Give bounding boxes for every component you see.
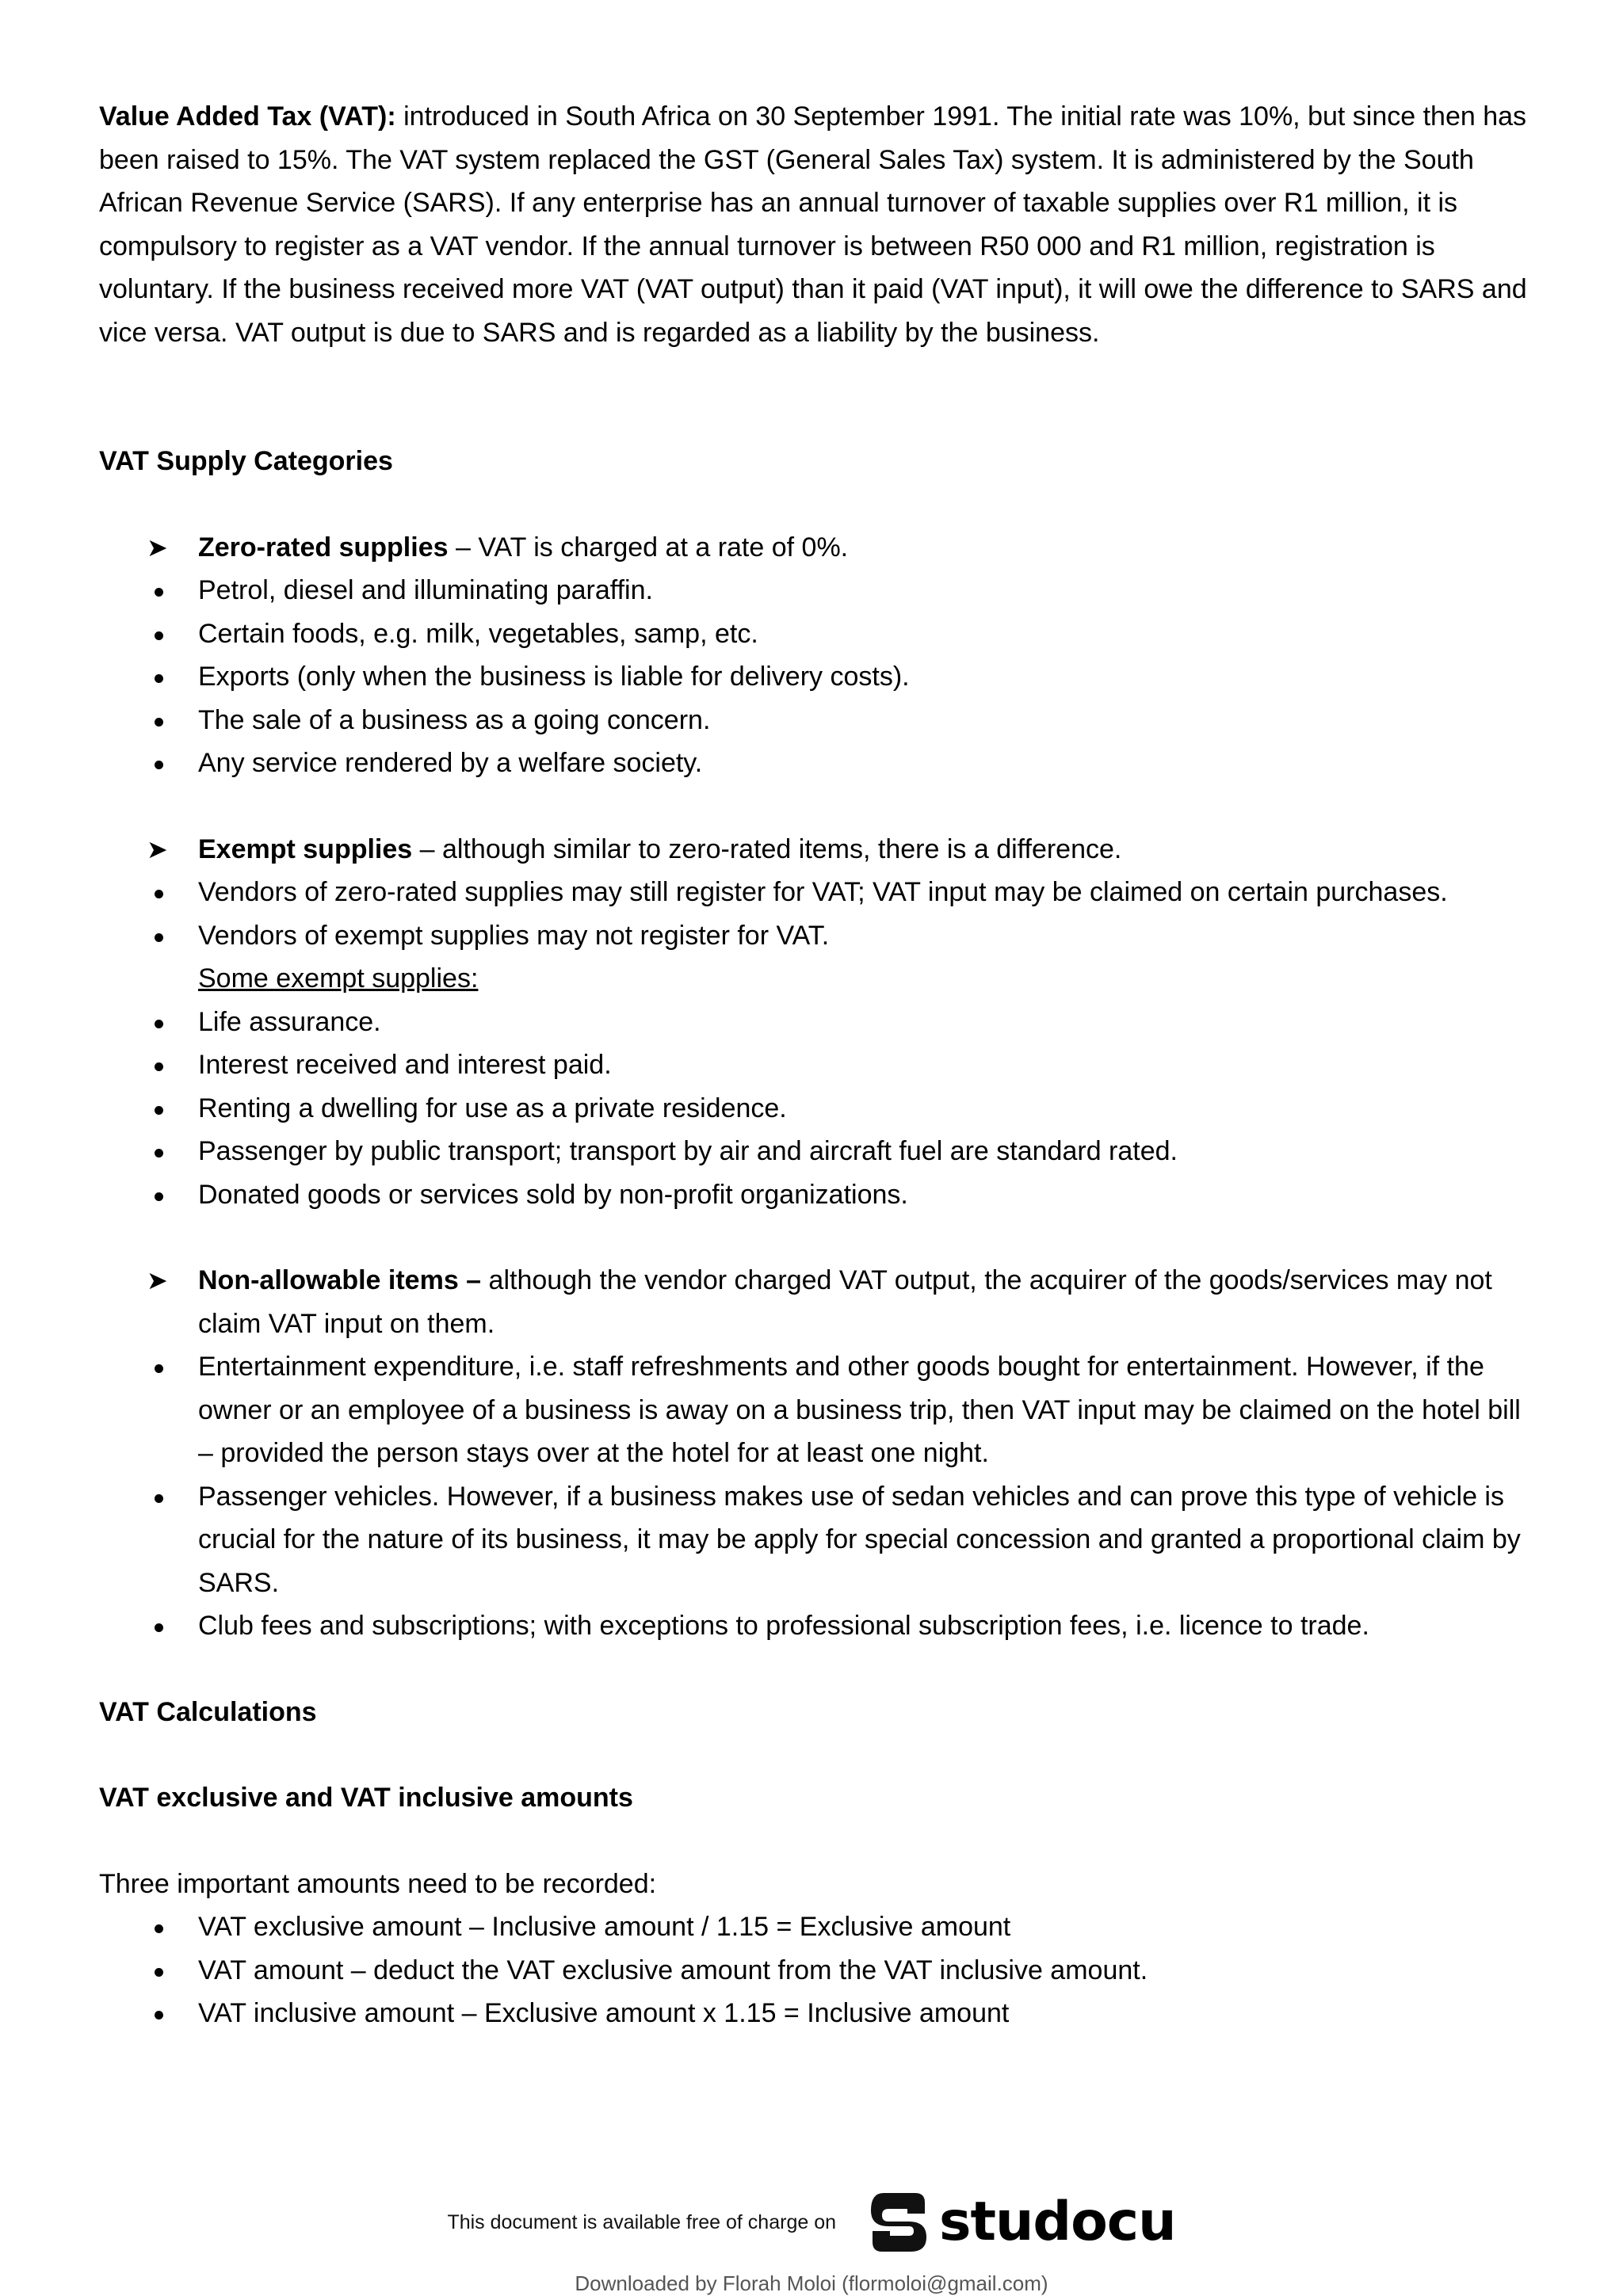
list-item — [99, 655, 1533, 699]
non-allowable-title — [99, 1259, 1533, 1345]
zero-rated-label: Zero-rated supplies — [198, 532, 449, 563]
footer — [0, 2179, 1623, 2296]
studocu-wordmark: studocu — [939, 2191, 1176, 2253]
list-item — [99, 1001, 1533, 1044]
list-item-text: Donated goods or services sold by non-profit organizations. — [198, 1179, 908, 1210]
list-item-text: Certain foods, e.g. milk, vegetables, samp, etc. — [198, 618, 758, 649]
list-item-text: VAT amount – deduct the VAT exclusive amount from the VAT inclusive amount. — [198, 1955, 1148, 1985]
exempt-text: – although similar to zero-rated items, there is a difference. — [412, 833, 1122, 864]
studocu-logo-icon — [868, 2190, 930, 2255]
zero-rated-title — [99, 526, 1533, 570]
exempt-subheading: Some exempt supplies: — [198, 963, 479, 994]
arrow-bullet-icon: ➤ — [147, 532, 168, 562]
availability-text: This document is available free of charge on — [447, 2211, 837, 2233]
list-item-text: Entertainment expenditure, i.e. staff refreshments and other goods bought for entertainment. However, if the owner or an employee of a business is away on a business trip, then VAT input may be claimed on the hotel bill – provided the person stays over at the hotel for at least one night. — [198, 1352, 1521, 1468]
list-item — [99, 871, 1533, 914]
list-item — [99, 1345, 1533, 1475]
list-item-text: Life assurance. — [198, 1006, 381, 1037]
download-notice: Downloaded by Florah Moloi (flormoloi@gmail.com) — [575, 2271, 1048, 2295]
list-item — [99, 699, 1533, 742]
zero-rated-text: – VAT is charged at a rate of 0%. — [448, 532, 849, 563]
studocu-banner[interactable] — [0, 2179, 1623, 2266]
non-allowable-section — [99, 1259, 1533, 1648]
list-item-text: Any service rendered by a welfare society. — [198, 748, 703, 778]
amounts-list — [99, 1905, 1533, 2035]
list-item-text: VAT exclusive amount – Inclusive amount / 1.15 = Exclusive amount — [198, 1912, 1011, 1942]
list-item — [99, 1087, 1533, 1131]
list-item-text: The sale of a business as a going concern. — [198, 704, 711, 735]
list-item — [99, 1604, 1533, 1648]
list-item — [99, 1130, 1533, 1173]
amounts-intro: Three important amounts need to be recorded: — [99, 1868, 657, 1899]
list-item-text: VAT inclusive amount – Exclusive amount x 1.15 = Inclusive amount — [198, 1998, 1010, 2028]
list-item — [99, 1173, 1533, 1217]
list-item — [99, 742, 1533, 785]
list-item — [99, 1992, 1533, 2035]
list-item-text: Vendors of zero-rated supplies may still register for VAT; VAT input may be claimed on certain purchases. — [198, 877, 1448, 907]
list-item-text: Interest received and interest paid. — [198, 1050, 612, 1080]
arrow-bullet-icon: ➤ — [147, 834, 168, 864]
amounts-heading: VAT exclusive and VAT inclusive amounts — [99, 1783, 633, 1813]
list-item — [99, 612, 1533, 656]
exempt-title — [99, 828, 1533, 871]
list-item-text: Petrol, diesel and illuminating paraffin. — [198, 575, 653, 605]
list-item-text: Exports (only when the business is liable for delivery costs). — [198, 662, 910, 692]
list-item — [99, 1043, 1533, 1087]
non-allowable-text: although the vendor charged VAT output, the acquirer of the goods/services may not claim VAT input on them. — [198, 1265, 1492, 1339]
calculations-heading: VAT Calculations — [99, 1696, 317, 1727]
zero-rated-section — [99, 526, 1533, 785]
arrow-bullet-icon: ➤ — [147, 1266, 168, 1295]
list-item-text: Passenger by public transport; transport by air and aircraft fuel are standard rated. — [198, 1136, 1178, 1166]
document-body — [99, 95, 1533, 2035]
list-item — [99, 1905, 1533, 1949]
intro-text: introduced in South Africa on 30 September 1991. The initial rate was 10%, but since then has been raised to 15%. The VAT system replaced the GST (General Sales Tax) system. It is administered by the South African Revenue Service (SARS). If any enterprise has an annual turnover of taxable supplies over R1 million, it is compulsory to register as a VAT vendor. If the annual turnover is between R50 000 and R1 million, registration is voluntary. If the business received more VAT (VAT output) than it paid (VAT input), it will owe the difference to SARS and vice versa. VAT output is due to SARS and is regarded as a liability by the business. — [99, 101, 1527, 348]
exempt-label: Exempt supplies — [198, 833, 413, 864]
categories-heading: VAT Supply Categories — [99, 446, 393, 476]
list-item — [99, 569, 1533, 612]
intro-paragraph — [99, 95, 1533, 354]
list-item-text: Vendors of exempt supplies may not register for VAT. — [198, 920, 830, 951]
non-allowable-label: Non-allowable items – — [198, 1265, 482, 1295]
list-item-text: Passenger vehicles. However, if a business makes use of sedan vehicles and can prove this type of vehicle is crucial for the nature of its business, it may be apply for special concession and granted a proportional claim by SARS. — [198, 1481, 1521, 1598]
studocu-logo[interactable] — [868, 2190, 1176, 2255]
list-item — [99, 1475, 1533, 1605]
list-item-text: Renting a dwelling for use as a private residence. — [198, 1093, 787, 1123]
list-item-text: Club fees and subscriptions; with exceptions to professional subscription fees, i.e. licence to trade. — [198, 1611, 1369, 1641]
exempt-section — [99, 828, 1533, 1217]
intro-label: Value Added Tax (VAT): — [99, 101, 396, 132]
list-item — [99, 914, 1533, 958]
list-item — [99, 1949, 1533, 1993]
